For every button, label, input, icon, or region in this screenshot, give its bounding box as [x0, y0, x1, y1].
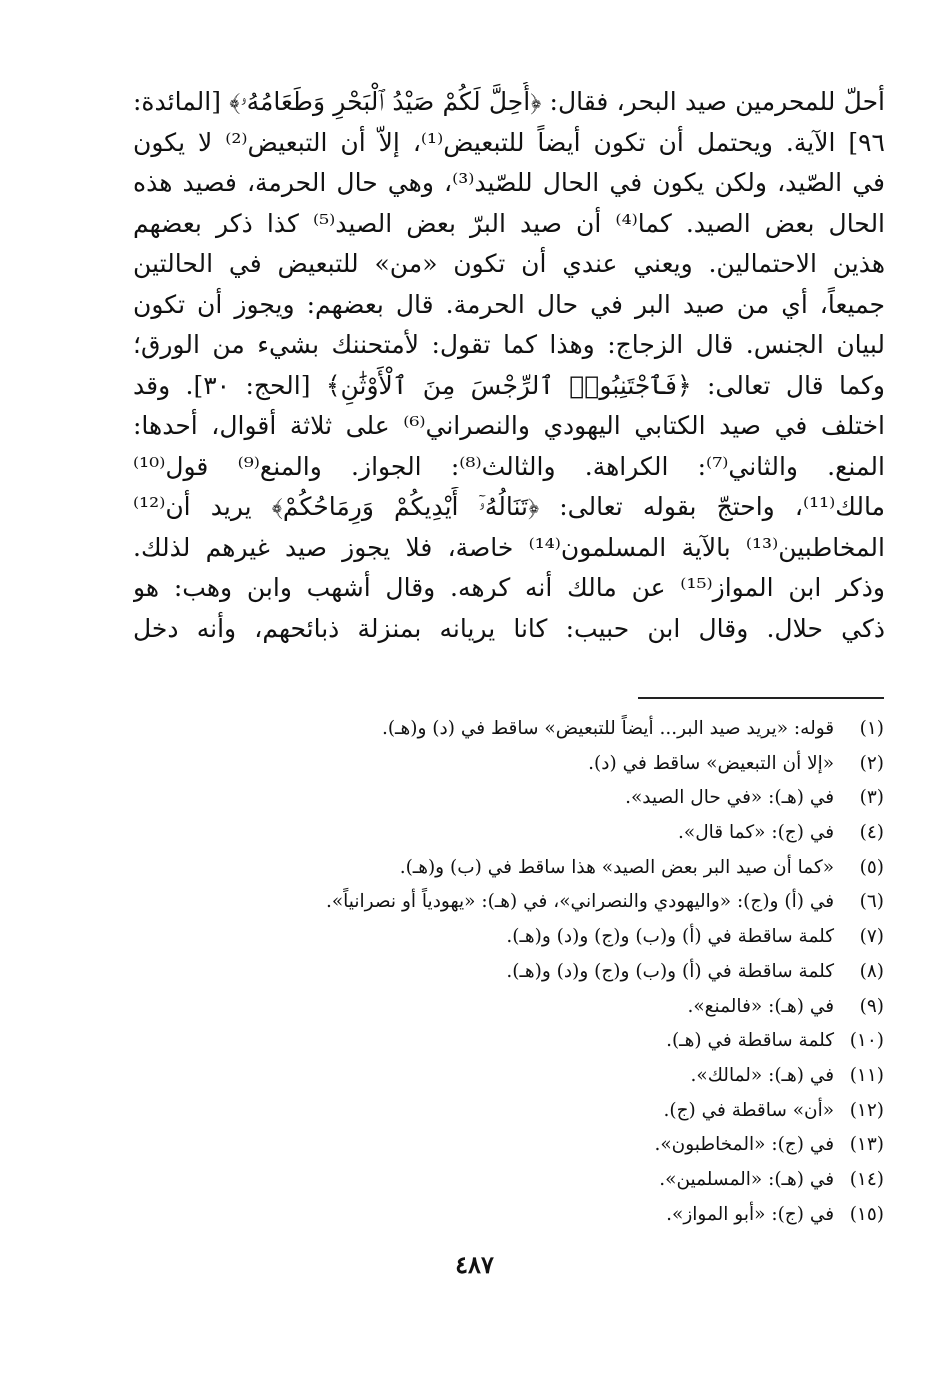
- footnote-item: [200, 1163, 884, 1198]
- footnote-item: [200, 747, 884, 782]
- footnote-number: (١): [859, 718, 884, 739]
- footnote-text: «أن» ساقطة في (ج).: [663, 1099, 835, 1121]
- footnote-text: كلمة ساقطة في (هـ).: [666, 1030, 835, 1052]
- footnotes-list: [200, 712, 884, 1232]
- footnote-item: [200, 955, 884, 990]
- footnote-number: (٥): [859, 856, 884, 878]
- footnote-number: (٣): [859, 787, 884, 809]
- footnote-number: (١٤): [849, 1168, 884, 1190]
- footnote-number: (٨): [859, 960, 884, 982]
- footnote-item: [200, 990, 884, 1025]
- footnote-text: في (هـ): «لمالك».: [690, 1064, 835, 1086]
- main-text-line: هذين الاحتمالين. ويعني عندي أن تكون «من» للتبعيض في الحالتين: [133, 249, 885, 278]
- main-text-line: المخاطبين⁽¹³⁾ بالآية المسلمون⁽¹⁴⁾ خاصة، فلا يجوز صيد غيرهم لذلك.: [133, 532, 885, 562]
- footnote-number: (١٥): [849, 1203, 884, 1225]
- footnote-item: [200, 1128, 884, 1163]
- footnote-item: [200, 885, 884, 920]
- footnote-text: «إلا أن التبعيض» ساقط في (د).: [588, 752, 835, 774]
- footnote-item: [200, 851, 884, 886]
- main-text-line: وذكر ابن المواز⁽¹⁵⁾ عن مالك أنه كرهه. وقال أشهب وابن وهب: هو: [133, 573, 885, 602]
- footnote-item: [200, 712, 884, 747]
- footnote-number: (١٣): [849, 1134, 884, 1156]
- footnote-item: [200, 781, 884, 816]
- footnote-item: [200, 1094, 884, 1129]
- footnote-text: كلمة ساقطة في (أ) و(ب) و(ج) و(د) و(هـ).: [506, 960, 835, 982]
- footnote-number: (٩): [859, 995, 884, 1017]
- footnote-item: [200, 1198, 884, 1233]
- main-text-line: وكما قال تعالى: ﴿فَٱجْتَنِبُوا۟ ٱلرِّجْسَ مِنَ ٱلْأَوْثَٰنِ﴾ [الحج: ٣٠]. وقد: [133, 370, 885, 400]
- footnote-item: [200, 816, 884, 851]
- footnote-text: في (هـ): «فالمنع».: [687, 995, 835, 1017]
- main-text-line: لبيان الجنس. قال الزجاج: وهذا كما تقول: لأمتحننك بشيء من الورق؛: [133, 330, 885, 359]
- main-text-line: الحال بعض الصيد. كما⁽⁴⁾ أن صيد البرّ بعض الصيد⁽⁵⁾ كذا ذكر بعضهم: [133, 208, 885, 238]
- footnote-text: قوله: «يريد صيد البر... أيضاً للتبعيض» ساقط في (د) و(هـ).: [381, 718, 835, 739]
- footnote-number: (٢): [859, 752, 884, 774]
- footnote-text: في (هـ): «المسلمين».: [659, 1168, 835, 1190]
- main-text-line: أحلّ للمحرمين صيد البحر، فقال: ﴿أُحِلَّ لَكُمْ صَيْدُ ٱلْبَحْرِ وَطَعَامُهُۥ﴾ [المائدة:: [133, 87, 885, 116]
- footnote-item: [200, 1059, 884, 1094]
- footnote-text: في (ج): «المخاطبون».: [654, 1134, 835, 1156]
- footnote-text: في (ج): «أبو المواز».: [666, 1203, 835, 1225]
- footnote-number: (١١): [849, 1064, 884, 1086]
- footnote-item: [200, 1024, 884, 1059]
- page-number: ٤٨٧: [455, 1250, 494, 1279]
- main-text-line: ٩٦] الآية. ويحتمل أن تكون أيضاً للتبعيض⁽¹⁾، إلاّ أن التبعيض⁽²⁾ لا يكون: [133, 127, 885, 157]
- footnote-number: (١٢): [849, 1099, 884, 1121]
- main-text-line: ذكي حلال. وقال ابن حبيب: كانا يريانه بمنزلة ذبائحهم، وأنه دخل: [133, 613, 885, 643]
- footnote-text: في (ج): «كما قال».: [678, 822, 835, 844]
- footnote-number: (١٠): [849, 1030, 884, 1052]
- footnote-item: [200, 920, 884, 955]
- main-text-line: المنع. والثاني⁽⁷⁾: الكراهة. والثالث⁽⁸⁾: الجواز. والمنع⁽⁹⁾ قول⁽¹⁰⁾: [133, 451, 885, 481]
- footnote-number: (٦): [859, 891, 884, 913]
- footnote-text: في (هـ): «في حال الصيد».: [625, 787, 835, 809]
- footnote-text: في (أ) و(ج): «واليهودي والنصراني»، في (هـ): «يهودياً أو نصرانياً».: [325, 891, 835, 913]
- main-text-line: في الصّيد، ولكن يكون في الحال للصّيد⁽³⁾، وهي حال الحرمة، فصيد هذه: [133, 168, 885, 197]
- main-text-line: جميعاً، أي من صيد البر في حال الحرمة. قال بعضهم: ويجوز أن تكون: [133, 289, 885, 319]
- footnote-separator: [638, 697, 884, 699]
- footnote-text: «كما أن صيد البر بعض الصيد» هذا ساقط في (ب) و(هـ).: [399, 856, 835, 878]
- main-text-line: مالك⁽¹¹⁾، واحتجّ بقوله تعالى: ﴿تَنَالُهُۥٓ أَيْدِيكُمْ وَرِمَاحُكُمْ﴾ يريد أن⁽¹²⁾: [133, 492, 885, 521]
- footnote-number: (٧): [859, 926, 884, 948]
- main-text-line: اختلف في صيد الكتابي اليهودي والنصراني⁽⁶⁾ على ثلاثة أقوال، أحدها:: [133, 411, 885, 440]
- footnote-text: كلمة ساقطة في (أ) و(ب) و(ج) و(د) و(هـ).: [506, 926, 835, 948]
- main-text: [133, 82, 885, 649]
- footnote-number: (٤): [859, 822, 884, 844]
